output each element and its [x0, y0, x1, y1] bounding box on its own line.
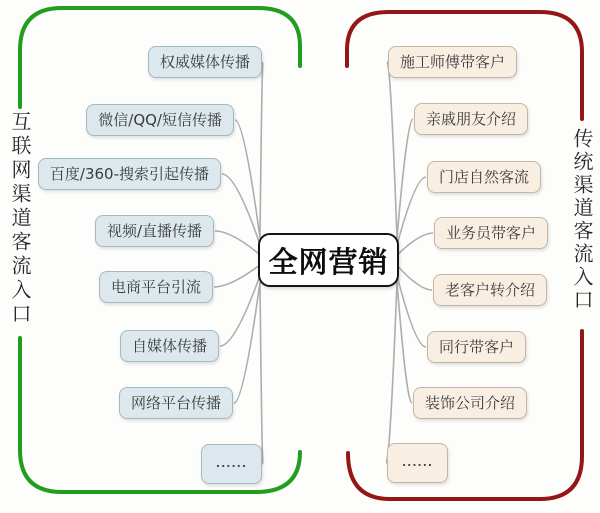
branch-connector-line [215, 231, 260, 255]
right-branch-node[interactable]: 施工师傅带客户 [388, 46, 517, 78]
central-topic-node[interactable]: 全网营销 [258, 233, 399, 287]
branch-connector-line [235, 120, 260, 238]
left-branch-node[interactable]: 微信/QQ/短信传播 [86, 104, 234, 136]
left-branch-node[interactable]: 视频/直播传播 [95, 215, 214, 247]
branch-connector-line [260, 62, 263, 238]
right-branch-node[interactable]: 亲戚朋友介绍 [414, 103, 528, 135]
branch-connector-line [260, 282, 263, 464]
right-branch-node[interactable]: 老客户转介绍 [433, 274, 547, 306]
branch-connector-line [214, 265, 260, 287]
branch-connector-line [387, 62, 397, 238]
left-branch-node-ellipsis[interactable]: ...... [201, 444, 262, 484]
right-branch-node[interactable]: 同行带客户 [427, 331, 526, 363]
right-branch-node[interactable]: 装饰公司介绍 [413, 387, 527, 419]
right-side-label: 传统渠道客流入口 [570, 128, 594, 312]
branch-connector-line [386, 282, 397, 463]
right-branch-node[interactable]: 门店自然客流 [427, 161, 541, 193]
branch-connector-line [397, 233, 433, 255]
left-branch-node[interactable]: 权威媒体传播 [148, 46, 262, 78]
left-branch-node[interactable]: 百度/360-搜索引起传播 [38, 158, 221, 190]
right-branch-node-ellipsis[interactable]: ...... [387, 443, 448, 483]
branch-connector-line [397, 265, 432, 290]
left-branch-node[interactable]: 网络平台传播 [119, 387, 233, 419]
left-branch-node[interactable]: 电商平台引流 [99, 271, 213, 303]
right-branch-node[interactable]: 业务员带客户 [434, 217, 548, 249]
left-side-label: 互联网渠道客流入口 [8, 111, 32, 327]
branch-connector-line [220, 275, 260, 346]
left-branch-node[interactable]: 自媒体传播 [120, 330, 219, 362]
branch-connector-line [234, 282, 260, 403]
